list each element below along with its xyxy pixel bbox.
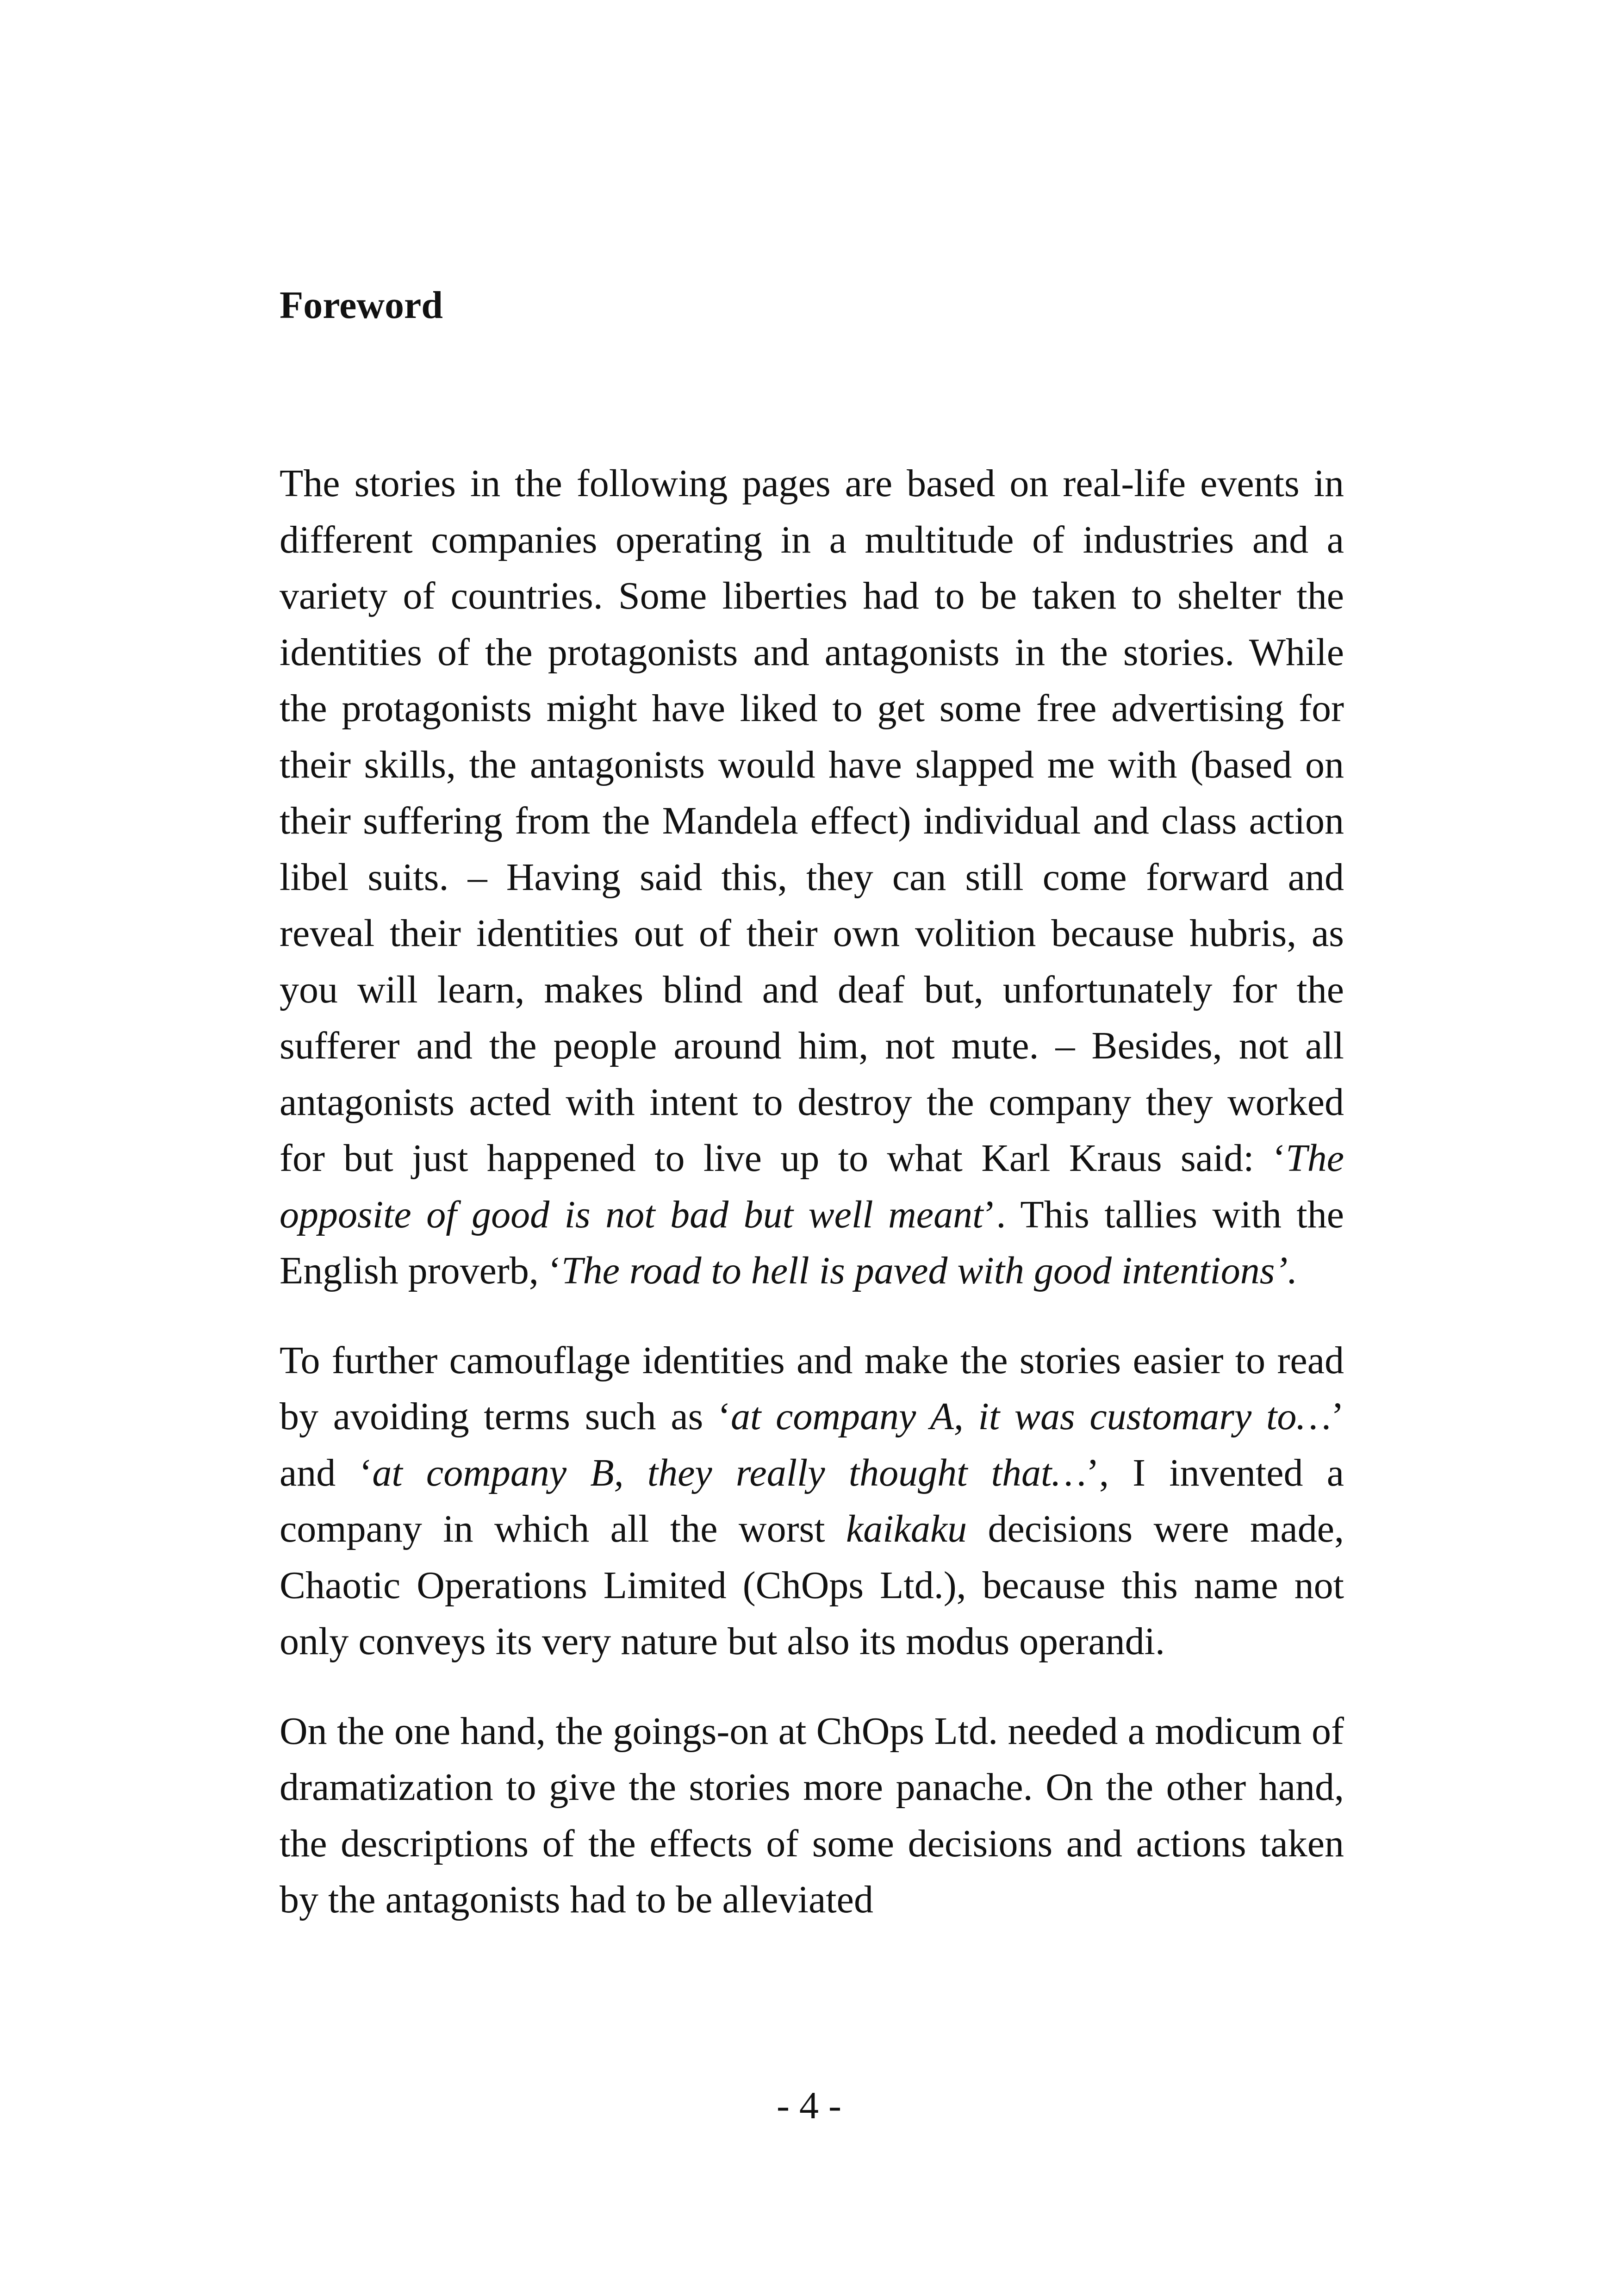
italic-text: at company B, they really thought that… [372, 1451, 1087, 1494]
italic-text: kaikaku [846, 1507, 967, 1550]
text-run: On the one hand, the goings-on at ChOps Ltd. needed a modicum of dramatization to give the stories more panache. On the other hand, the descriptions of the effects of some decisions and actions taken by the antagonists had to be alleviated [280, 1709, 1344, 1921]
text-run: decisions were made, Chaotic Operations Limited (ChOps Ltd.), because this name not only conveys its very nature but also its modus operandi. [280, 1507, 1344, 1663]
text-run: ’ and ‘ [280, 1395, 1344, 1494]
text-run: ’. This tallies with the English proverb, ‘ [280, 1193, 1344, 1292]
italic-text: at company A, it was customary to… [731, 1395, 1332, 1438]
page-number: - 4 - [777, 2084, 841, 2127]
text-run: ’, I invented a company in which all the worst [280, 1451, 1344, 1550]
paragraph-1 [280, 455, 1344, 1299]
body-text [280, 455, 1344, 1961]
paragraph-2 [280, 1332, 1344, 1670]
text-run: The stories in the following pages are based on real-life events in different companies operating in a multitude of industries and a variety of countries. Some liberties had to be taken to shelter the identities of the protagonists and antagonists in the stories. While the protagonists might have liked to get some free advertising for their skills, the antagonists would have slapped me with (based on their suffering from the Mandela effect) individual and class action libel suits. – Having said this, they can still come forward and reveal their identities out of their own volition because hubris, as you will learn, makes blind and deaf but, unfortunately for the sufferer and the people around him, not mute. – Besides, not all antagonists acted with intent to destroy the company they worked for but just happened to live up to what Karl Kraus said: ‘ [280, 462, 1344, 1180]
italic-text: The road to hell is paved with good intentions’. [561, 1249, 1298, 1292]
page-heading: Foreword [280, 284, 443, 327]
text-run: To further camouflage identities and make the stories easier to read by avoiding terms such as ‘ [280, 1338, 1344, 1438]
italic-text: The opposite of good is not bad but well meant [280, 1137, 1344, 1236]
paragraph-3 [280, 1703, 1344, 1928]
